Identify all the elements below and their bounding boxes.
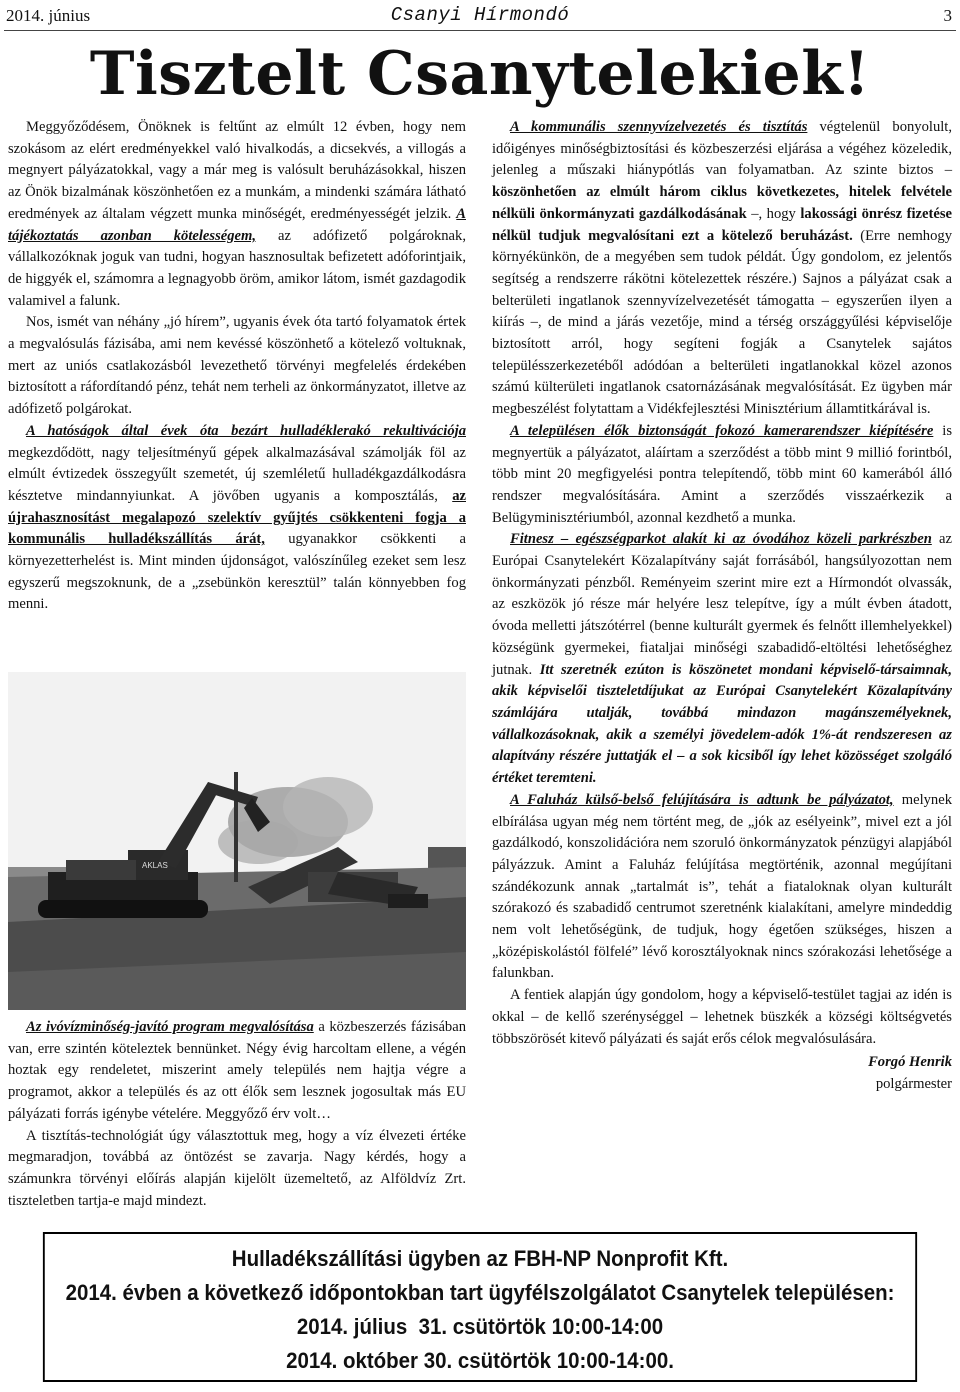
notice-line: 2014. október 30. csütörtök 10:00-14:00. <box>286 1348 674 1373</box>
paragraph <box>8 1017 466 1126</box>
notice-line: 2014. évben a következő időpontokban tart ügyfélszolgálatot Csanytelek településen: <box>65 1280 895 1305</box>
paragraph: A fentiek alapján úgy gondolom, hogy a képviselő-testület tagjai az idén is okkal – de kellő szerénységgel – lehetnek büszkék a községi költségvetés többszörösét kitevő pályázati és saját erős célok megvalósulására. <box>492 987 952 1047</box>
text-run: az Európai Csanytelekért Közalapítvány saját forrásából, hangsúlyozottan nem önkormányzati pénzből. Reményeim szerint mire ezt a Hírmondót olvassák, az eszközök jó része már helyére lesz telepítve, így a múlt évben átadott, óvoda melletti játszótérrel (benne kulturált gyermek és felnőtt illemhelyekkel) községünk gyermekei, fiataljai minőségi szabadidő-eltöltési lehetőséghez jutnak. <box>492 531 952 678</box>
text-run: (Erre nemhogy környékünkön, de a megyében sem tudok példát. Úgy gondolom, ez jelentős segítség a rendszerre rákötni kötelezettek részére.) Sajnos a pályázat csak a belterületi ingatlanok szennyvízelvezetését támogatta – egyszerűen ilyen a kiírás –, de mind a járás vezetője, mind a térség országgyűlési képviselője biztosított arról, hogy segíteni fogják a Csanytelek sajátos településszerkezetéből adódóan a belterületi ingatlanokkal közel azonos számú külterületi ingatlanok csatornázásának megvalósítását. Ez ügyben már megbeszélést folytattam a Vidékfejlesztési Minisztérium államtitkárával is. <box>492 227 952 418</box>
text-run: Meggyőződésem, Önöknek is feltűnt az elmúlt 12 évben, hogy nem szokásom az elért eredményekkel való hivalkodás, a dicsekvés, a villogás a megnyert pályázatokkal, vagy a már meg is valósult beruházásokkal, hiszen az Önök bizalmának köszönhetően ez a munkám, a mindenki számára látható eredmények az általam végzett munka minőségét, eredményességét jelzik. <box>8 119 466 222</box>
paragraph <box>492 790 952 985</box>
right-column <box>492 117 952 1096</box>
publication-name: Csanyi Hírmondó <box>390 4 570 26</box>
highlight-text: A tájékoztatás azonban kötelességem, <box>8 205 466 244</box>
text-run: –, hogy <box>746 205 801 222</box>
paragraph: Nos, ismét van néhány „jó hírem”, ugyanis évek óta tartó folyamatok értek a megvalósulás fázisába, ami nem kevéssé köszönhető a kötelező voltuknak, mert az uniós csatlakozásból levezethető törvényi megfelelés érdekében biztosított a ráfordítandó pénz, tehát nem terheli az önkormányzatot, illetve az adófizető polgárokat. <box>8 314 466 418</box>
highlight-text: A hatóságok által évek óta bezárt hulladéklerakó rekultivációja <box>26 422 466 439</box>
paragraph <box>8 421 466 616</box>
landfill-photo <box>8 672 466 1010</box>
text-run: is megnyertük a pályázatot, aláírtam a szerződést a több mint 9 millió forintból, több mint 20 megfigyelési pontra telepítendő, több mint 60 kamerából álló rendszer megvalósítására. Amint a szerződés visszaérkezik a Belügyminisztériumból, azonnal kezdhető a munka. <box>492 422 952 526</box>
text-run: melynek elbírálása ugyan még nem történt meg, de „jók az esélyeink”, mivel ezt a jól gazdálkodó, konszolidációra nem szoruló önkormányzatok pénzügyi alapjából pályázzuk. Amint a Faluház felújítása megtörténik, azonnal megújítani szándékozunk annak „tartalmát is”, tehát a fiataloknak olyan kulturált szórakozó és szabadidő centrumot szeretnénk kialakítani, amelyre mindeddig nem volt lehetőségünk, de tudjuk, hogy égetően szükséges, hiszen a „középiskolástól fölfelé” lévő korosztályoknak nincs szórakozási lehetősége a falunkban. <box>492 791 952 982</box>
text-run: végtelenül bonyolult, időigényes minőségbiztosítási és közbeszerzési eljárása a végéhez közeledik, jelenleg a műszaki hiánypótlás van folyamatban. Az szinte biztos – <box>492 119 952 179</box>
text-run: megkezdődött, nagy teljesítményű gépek alkalmazásával számolják föl az elmúlt évtizedek összegyűlt szemetét, új szemléletű hulladékgazdálkodásra késztetve mindannyiunkat. A jövőben ugyanis a komposztálás, <box>8 444 466 504</box>
text-run: a közbeszerzés fázisában van, erre szintén köteleztek bennünket. Négy évig harcoltam ellene, a végén hoztak egy rendeletet, miszerint amely település nem hajtja végre a programot, akkor a település és az ott élők sem lesznek jogosultak más EU pályázati forrás igénybe vételére. Meggyőző érv volt… <box>8 1019 467 1122</box>
bold-text: lakossági önrész fizetése nélkül tudjuk megvalósítani ezt a kötelező beruházást. <box>492 205 952 244</box>
signature-name: Forgó Henrik <box>868 1054 952 1071</box>
paragraph <box>492 421 952 530</box>
bold-text: köszönhetően az elmúlt három ciklus következetes, hitelek felvétele nélküli önkormányzati gazdálkodásának <box>492 184 952 222</box>
signature-block <box>492 1052 952 1095</box>
notice-line: Hulladékszállítási ügyben az FBH-NP Nonprofit Kft. <box>231 1246 729 1271</box>
page-number: 3 <box>943 6 952 25</box>
paragraph <box>492 529 952 789</box>
highlight-text: A településen élők biztonságát fokozó kamerarendszer kiépítésére <box>510 422 934 439</box>
machine-label: AKLAS <box>142 861 168 870</box>
paragraph <box>8 117 466 312</box>
text-run: ugyanakkor csökkenti a környezetterhelést is. Mint minden újdonságot, valószínűleg ezeket sem lesz egyszerű megszoknunk, de a „zsebünkön keresztül” talán könnyebben fog menni. <box>8 531 466 613</box>
text-run: az adófizető polgároknak, vállalkozóknak joguk van tudni, hogyan hasznosultak befizetett adóforintjaik, de higgyék el, számomra a legnagyobb öröm, amikor látom, ismét gazdagodik valamivel a falunk. <box>8 227 466 309</box>
excavator-illustration <box>8 672 466 1010</box>
highlight-text: A kommunális szennyvízelvezetés és tisztítás <box>510 119 808 135</box>
highlight-text: az újrahasznosítást megalapozó szelektív gyűjtés csökkenteni fogja a kommunális hulladékszállítás árát, <box>8 487 466 548</box>
page-header <box>0 0 960 30</box>
article-title: Tisztelt Csanytelekiek! <box>89 39 871 109</box>
paragraph: A tisztítás-technológiát úgy választottuk meg, hogy a víz élvezeti értéke megmaradjon, továbbá az öntözést se zavarja. Nagy kérdés, hogy a számunkra törvényi előírás alapján kijelölt üzemeltető, az Alföldvíz Zrt. tiszteletben tartja-e majd mindezt. <box>8 1127 466 1209</box>
left-column-top <box>8 117 466 616</box>
notice-box <box>43 1232 917 1382</box>
signature-role: polgármester <box>875 1075 952 1092</box>
issue-date: 2014. június <box>6 6 91 25</box>
highlight-text: Az ivóvízminőség-javító program megvalósítása <box>26 1019 314 1035</box>
paragraph <box>492 117 952 421</box>
left-column-bottom <box>8 1017 466 1212</box>
header-rule <box>4 30 956 31</box>
notice-line: 2014. július 31. csütörtök 10:00-14:00 <box>296 1314 664 1339</box>
highlight-text: A Faluház külső-belső felújítására is adtunk be pályázatot, <box>510 791 894 808</box>
bold-italic-text: Itt szeretnék ezúton is köszönetet mondani képviselő-társaimnak, akik képviselői tiszteletdíjukat az Európai Csanytelekért Közalapítvány számlájára utalják, továbbá mindazon magánszemélyeknek, vállalkozásoknak, akik a személyi jövedelem-adók 1%-át rendszeresen az alapítvány részére juttatják el – a sok kicsiből így lehet közösséget szolgáló értéket teremteni. <box>492 661 953 787</box>
highlight-text: Fitnesz – egészségparkot alakít ki az óvodához közeli parkrészben <box>510 531 932 548</box>
